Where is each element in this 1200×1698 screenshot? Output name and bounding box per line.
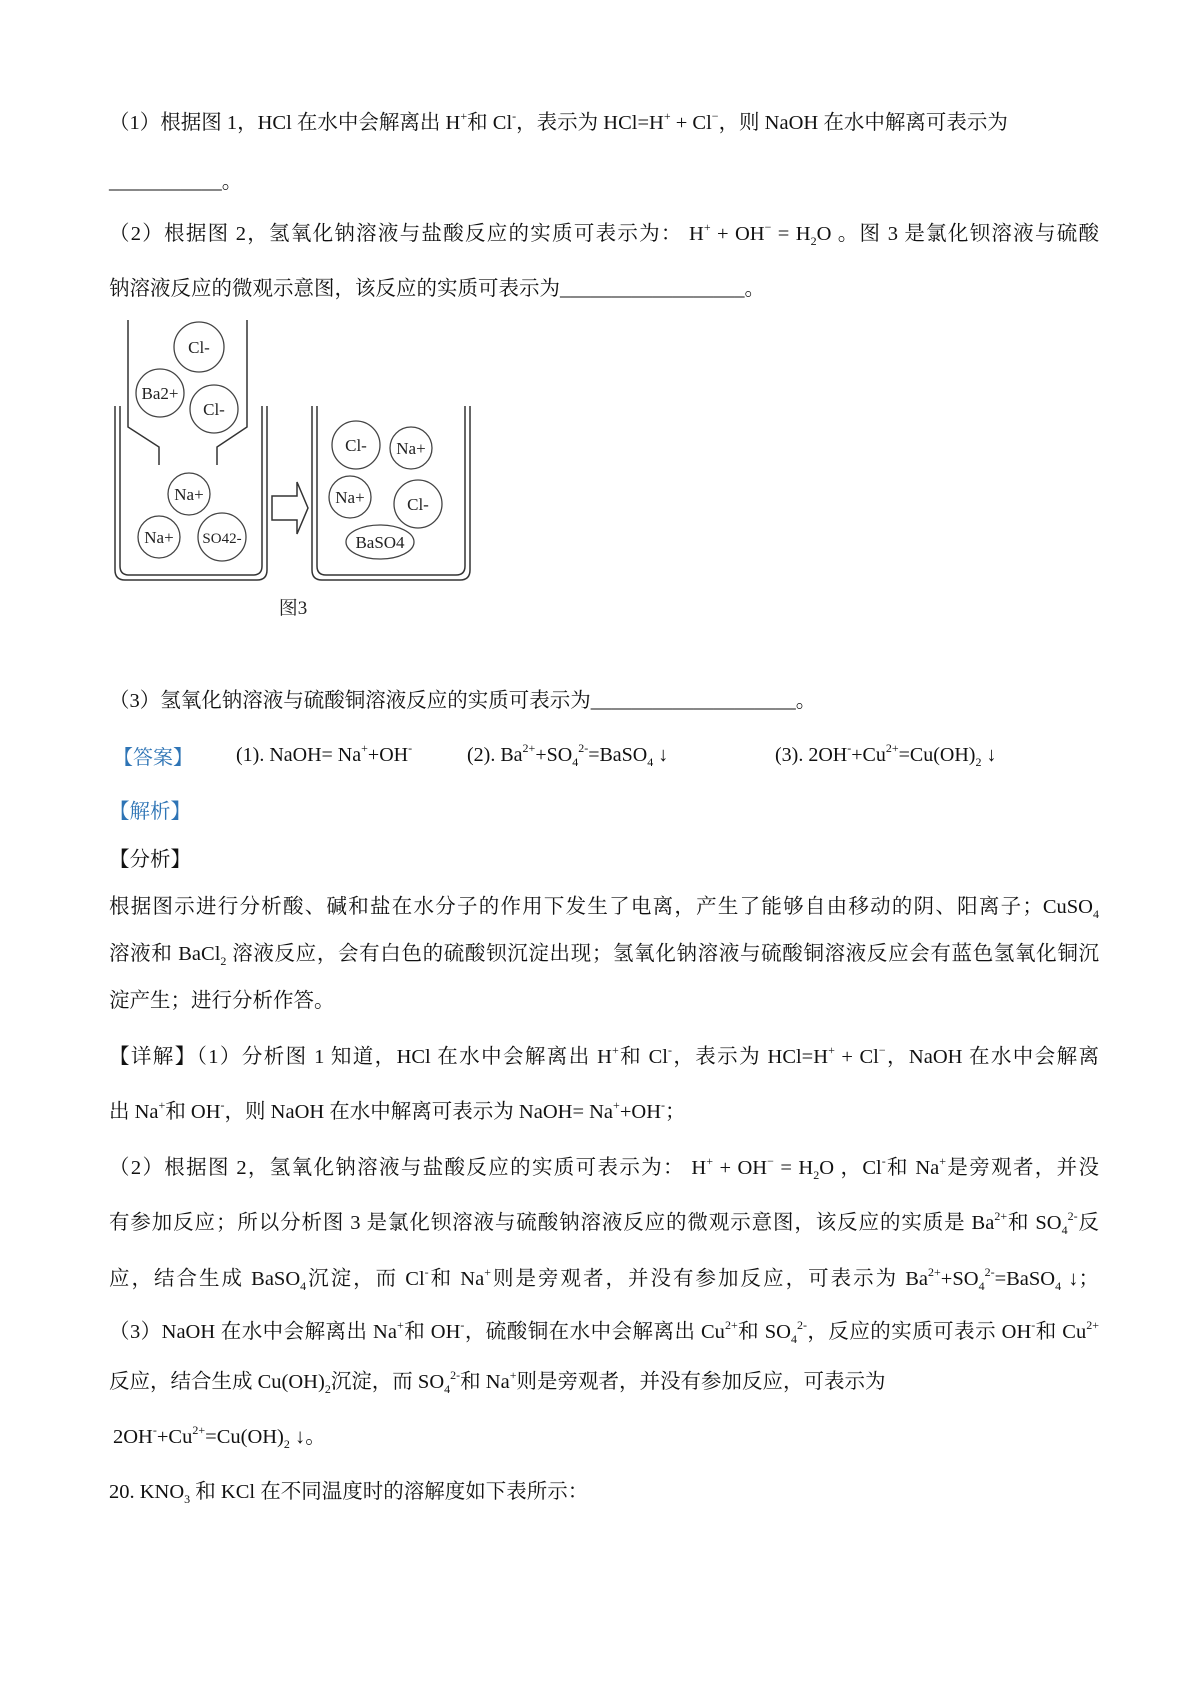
text-segment: 和 Na [885, 1157, 940, 1179]
supscript: + [663, 109, 671, 123]
text-segment: （3）氢氧化钠溶液与硫酸铜溶液反应的实质可表示为____________________。 [109, 690, 817, 712]
supscript: - [152, 1423, 157, 1437]
supscript: + [460, 109, 468, 123]
text-segment: +SO [940, 1268, 979, 1290]
text-segment: +OH [619, 1101, 661, 1123]
text-segment: + Cl [670, 112, 712, 134]
subscript: 4 [300, 1279, 307, 1293]
analysis-label: 【解析】 [109, 801, 191, 823]
subscript: 2 [975, 755, 982, 769]
supscript: + [396, 1318, 404, 1332]
subscript: 2 [220, 954, 227, 968]
subscript: 2 [813, 1168, 820, 1182]
ion-label: Cl- [203, 400, 225, 419]
detail-line7 [109, 1368, 885, 1396]
text-segment: 和 OH [403, 1321, 461, 1343]
subscript: 4 [1093, 907, 1099, 921]
text-segment: ，表示为 HCl=H [516, 112, 664, 134]
text-segment: (2). Ba [467, 744, 523, 766]
text-segment: +OH [367, 744, 409, 766]
text-segment: 溶液反应，会有白色的硫酸钡沉淀出现；氢氧化钠溶液与硫酸铜溶液反应会有蓝色氢氧化铜沉 [226, 943, 1099, 965]
text-segment: + OH [710, 223, 765, 245]
text-segment: （3）NaOH 在水中会解离出 Na [109, 1321, 397, 1343]
answer-label: 【答案】 [113, 747, 193, 769]
subscript: 2 [283, 1437, 290, 1451]
text-segment: 溶液和 BaCl [109, 943, 221, 965]
text-segment: 沉淀，而 Cl [306, 1268, 425, 1290]
text-segment: ，则 NaOH 在水中解离可表示为 [718, 112, 1008, 134]
text-segment: =Cu(OH) [898, 744, 976, 766]
analysis-line2 [109, 940, 1099, 968]
text-segment: = H [771, 223, 811, 245]
subscript: 4 [1055, 1279, 1062, 1293]
supscript: - [847, 741, 852, 755]
subscript: 4 [790, 1332, 797, 1346]
supscript: - [460, 1318, 465, 1332]
reaction-arrow [272, 482, 308, 534]
subscript: 4 [1061, 1223, 1068, 1237]
text-segment: ↓ [653, 744, 669, 766]
text-segment: 则是旁观者，并没有参加反应，可表示为 [516, 1371, 886, 1393]
ion-label: Cl- [188, 338, 210, 357]
text-segment: 和 Cl [467, 112, 513, 134]
figure-3-diagram [0, 0, 520, 640]
text-segment: O 。图 3 是氯化钡溶液与硫酸 [816, 223, 1099, 245]
text-segment: 钠溶液反应的微观示意图，该反应的实质可表示为__________________。 [109, 278, 765, 300]
text-segment: (3). 2OH [775, 744, 848, 766]
detail-line5 [109, 1265, 1099, 1293]
answer-3 [775, 741, 996, 769]
text-segment: ↓； [1061, 1268, 1099, 1290]
supscript: 2- [450, 1368, 461, 1382]
ion-label: SO42- [202, 531, 242, 547]
text-segment: ； [665, 1101, 686, 1123]
supscript: 2+ [994, 1209, 1008, 1223]
supscript: + [613, 1098, 620, 1112]
text-segment: （2）根据图 2，氢氧化钠溶液与盐酸反应的实质可表示为： H [109, 223, 704, 245]
supscript: 2+ [928, 1265, 941, 1279]
text-segment: 和 Cu [1035, 1321, 1087, 1343]
supscript: 2- [984, 1265, 995, 1279]
detail-line6 [109, 1318, 1099, 1346]
detail-line1 [109, 1043, 1099, 1071]
text-segment: 和 OH [165, 1101, 221, 1123]
supscript: - [1031, 1318, 1036, 1332]
text-segment: ___________。 [109, 171, 243, 193]
supscript: 2+ [192, 1423, 206, 1437]
supscript: - [220, 1098, 225, 1112]
ion-label: Cl- [345, 436, 367, 455]
supscript: - [408, 741, 413, 755]
text-segment: 是旁观者，并没 [946, 1157, 1099, 1179]
text-segment: +Cu [851, 744, 886, 766]
question-3-text [109, 687, 816, 715]
supscript: 2+ [724, 1318, 738, 1332]
detail-line4 [109, 1209, 1099, 1237]
supscript: + [361, 741, 368, 755]
text-segment: 沉淀，而 SO [330, 1371, 445, 1393]
ion-label: Na+ [335, 488, 365, 507]
text-segment: 和 Na [460, 1371, 510, 1393]
analysis-line1 [109, 893, 1099, 921]
subscript: 4 [647, 755, 654, 769]
text-segment: 淀产生；进行分析作答。 [109, 990, 335, 1012]
text-segment: O ，Cl [819, 1157, 882, 1179]
ion-label: Ba2+ [141, 384, 179, 403]
text-segment: +SO [535, 744, 573, 766]
supscript: - [424, 1265, 429, 1279]
subscript: 4 [572, 755, 579, 769]
supscript: + [611, 1043, 619, 1057]
subscript: 4 [444, 1382, 451, 1396]
text-segment: 根据图示进行分析酸、碱和盐在水分子的作用下发生了电离，产生了能够自由移动的阴、阳离子；CuSO [109, 896, 1093, 918]
supscript: 2- [796, 1318, 807, 1332]
supscript: + [939, 1154, 947, 1168]
supscript: - [661, 1098, 665, 1112]
text-segment: =BaSO [994, 1268, 1056, 1290]
text-segment: +Cu [156, 1426, 193, 1448]
text-segment: 反 [1077, 1212, 1099, 1234]
ion-label: Cl- [407, 495, 429, 514]
text-segment: 2OH [113, 1426, 153, 1448]
text-segment: + OH [712, 1157, 768, 1179]
text-segment: 反应，结合生成 Cu(OH) [109, 1371, 325, 1393]
text-segment: (1). NaOH= Na [236, 744, 362, 766]
supscript: 2+ [1086, 1318, 1099, 1332]
text-segment: ↓ [981, 744, 997, 766]
supscript: + [703, 220, 711, 234]
text-segment: = H [773, 1157, 814, 1179]
supscript: 2- [1067, 1209, 1078, 1223]
supscript: - [881, 1154, 886, 1168]
ion-label: Na+ [174, 485, 204, 504]
supscript: 2+ [522, 741, 536, 755]
supscript: + [484, 1265, 491, 1279]
supscript: - [512, 109, 517, 123]
text-segment: ，表示为 HCl=H [671, 1046, 829, 1068]
text-segment: 和 KCl 在不同温度时的溶解度如下表所示： [190, 1481, 589, 1503]
ion-label: BaSO4 [355, 533, 405, 552]
supscript: − [878, 1043, 886, 1057]
text-segment: 有参加反应；所以分析图 3 是氯化钡溶液与硫酸钠溶液反应的微观示意图，该反应的实质是 Ba [109, 1212, 995, 1234]
text-segment: 和 Cl [618, 1046, 668, 1068]
subscript: 4 [978, 1279, 985, 1293]
supscript: − [764, 220, 772, 234]
text-segment: 【详解】（1）分析图 1 知道，HCl 在水中会解离出 H [109, 1046, 612, 1068]
detail-line8 [113, 1423, 326, 1451]
subscript: 2 [324, 1382, 331, 1396]
subscript: 3 [184, 1492, 191, 1506]
supscript: + [828, 1043, 835, 1057]
text-segment: 则是旁观者，并没有参加反应，可表示为 Ba [491, 1268, 928, 1290]
figure-caption: 图3 [278, 598, 308, 619]
ion-label: Na+ [144, 528, 174, 547]
text-segment: ↓。 [289, 1426, 326, 1448]
supscript: 2- [578, 741, 589, 755]
text-segment: =BaSO [588, 744, 648, 766]
analysis-line3 [109, 987, 335, 1015]
text-segment: 和 SO [1007, 1212, 1062, 1234]
supscript: + [706, 1154, 713, 1168]
supscript: − [767, 1154, 774, 1168]
text-segment: 应，结合生成 BaSO [109, 1268, 301, 1290]
detail-line3 [109, 1154, 1099, 1182]
answer-1 [236, 741, 412, 769]
text-segment: ，反应的实质可表示 OH [806, 1321, 1032, 1343]
text-segment: ，则 NaOH 在水中解离可表示为 NaOH= Na [224, 1101, 614, 1123]
supscript: 2+ [885, 741, 899, 755]
text-segment: ，NaOH 在水中会解离 [885, 1046, 1099, 1068]
text-segment: 和 Na [428, 1268, 485, 1290]
text-segment: ，硫酸铜在水中会解离出 Cu [464, 1321, 725, 1343]
text-segment: （1）根据图 1，HCl 在水中会解离出 H [109, 112, 461, 134]
text-segment: （2）根据图 2，氢氧化钠溶液与盐酸反应的实质可表示为： H [109, 1157, 707, 1179]
supscript: - [667, 1043, 672, 1057]
text-segment: 20. KNO [109, 1481, 185, 1503]
subscript: 2 [810, 234, 817, 248]
detail-line2 [109, 1098, 686, 1126]
answer-2 [467, 741, 668, 769]
text-segment: 和 SO [737, 1321, 791, 1343]
text-segment: =Cu(OH) [205, 1426, 284, 1448]
supscript: + [158, 1098, 166, 1112]
supscript: + [509, 1368, 517, 1382]
text-segment: + Cl [834, 1046, 879, 1068]
text-segment: 出 Na [109, 1101, 159, 1123]
ion-label: Na+ [396, 439, 426, 458]
fenxi-label: 【分析】 [109, 849, 191, 871]
supscript: − [711, 109, 719, 123]
question-20-text [109, 1478, 588, 1506]
